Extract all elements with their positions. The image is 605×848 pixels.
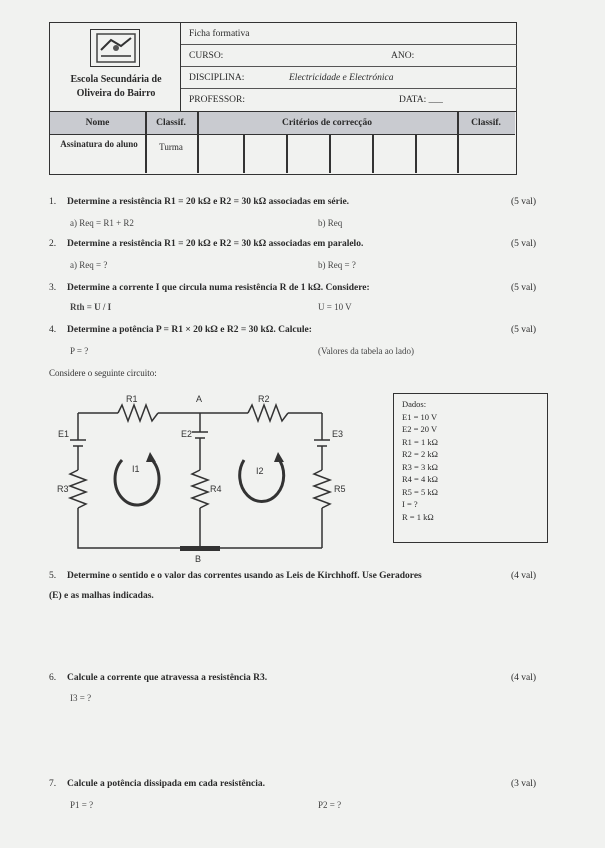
question-5-points: (4 val)	[511, 571, 537, 581]
label-mesh-2: I2	[256, 466, 264, 476]
label-e2: E2	[181, 429, 193, 439]
data-line: R4 = 4 kΩ	[402, 474, 438, 484]
data-box	[393, 393, 548, 543]
resistor-r2	[248, 405, 288, 421]
info-date-label: DATA: ___	[399, 95, 443, 105]
label-mesh-1: I1	[132, 464, 140, 474]
question-7-points: (3 val)	[511, 779, 537, 789]
battery-e2	[192, 432, 208, 438]
resistor-r4	[192, 470, 208, 508]
question-4-text: Determine a potência P = R1 × 20 kΩ e R2 = 30 kΩ. Calcule:	[67, 325, 312, 335]
ground-bar	[180, 546, 220, 551]
info-subject-value: Electricidade e Electrónica	[289, 73, 394, 83]
resistor-r1	[118, 405, 158, 421]
info-title: Ficha formativa	[189, 29, 250, 39]
mesh-2-arrowhead	[274, 452, 284, 462]
question-2-sub-a: a) Req = ?	[70, 260, 108, 270]
label-e3: E3	[332, 429, 344, 439]
col-class: Classif.	[156, 118, 186, 128]
question-5-number: 5.	[49, 571, 57, 581]
label-r5: R5	[334, 484, 346, 494]
data-line: E2 = 20 V	[402, 424, 438, 434]
question-5-text-line2: (E) e as malhas indicadas.	[49, 591, 154, 601]
question-2-text: Determine a resistência R1 = 20 kΩ e R2 = 30 kΩ associadas em paralelo.	[67, 239, 364, 249]
question-3-sub-a: Rth = U / I	[70, 302, 112, 312]
question-7-number: 7.	[49, 779, 57, 789]
data-line: E1 = 10 V	[402, 411, 438, 422]
question-1-sub-b: b) Req	[318, 218, 343, 228]
question-6-points: (4 val)	[511, 673, 537, 683]
mesh-2-arrow	[240, 458, 284, 501]
label-e1: E1	[58, 429, 70, 439]
info-course-label: CURSO:	[189, 51, 224, 61]
question-1-text: Determine a resistência R1 = 20 kΩ e R2 = 30 kΩ associadas em série.	[67, 197, 350, 207]
battery-e3	[314, 440, 330, 446]
question-5-text: Determine o sentido e o valor das correntes usando as Leis de Kirchhoff. Use Geradores	[67, 571, 422, 581]
question-7-sub-a: P1 = ?	[70, 800, 94, 810]
question-7-text: Calcule a potência dissipada em cada resistência.	[67, 779, 266, 789]
data-line: R = 1 kΩ	[402, 511, 434, 522]
question-1-sub-a: a) Req = R1 + R2	[70, 218, 134, 228]
question-2-number: 2.	[49, 239, 57, 249]
question-4-number: 4.	[49, 325, 57, 335]
question-3-points: (5 val)	[511, 283, 537, 293]
question-3-text: Determine a corrente I que circula numa resistência R de 1 kΩ. Considere:	[67, 283, 370, 293]
label-r4: R4	[210, 484, 222, 494]
battery-e1	[70, 440, 86, 446]
school-name-line1: Escola Secundária de	[70, 74, 162, 85]
label-r3: R3	[57, 484, 69, 494]
info-teacher-label: PROFESSOR:	[189, 95, 245, 105]
name-cell: Assinatura do aluno	[60, 139, 138, 149]
col-grade: Classif.	[471, 118, 501, 128]
data-line: R3 = 3 kΩ	[402, 461, 438, 472]
resistor-r3	[70, 470, 86, 508]
col-name: Nome	[85, 118, 110, 128]
question-6-number: 6.	[49, 673, 57, 683]
question-7-sub-b: P2 = ?	[318, 800, 342, 810]
data-line: R5 = 5 kΩ	[402, 486, 438, 497]
question-1-points: (5 val)	[511, 197, 537, 207]
class-cell: Turma	[159, 142, 183, 152]
question-4-sub-a: P = ?	[70, 346, 89, 356]
school-name-line2: Oliveira do Bairro	[76, 88, 156, 99]
question-1-number: 1.	[49, 197, 57, 207]
question-4-sub-b: (Valores da tabela ao lado)	[318, 346, 414, 356]
question-4-points: (5 val)	[511, 325, 537, 335]
question-6-sub: I3 = ?	[70, 693, 92, 703]
label-node-b: B	[195, 554, 202, 564]
label-r1: R1	[126, 394, 138, 404]
label-r2: R2	[258, 394, 270, 404]
label-node-a: A	[196, 394, 203, 404]
resistor-r5	[314, 470, 330, 508]
mesh-1-arrowhead	[146, 452, 156, 462]
data-box-title: Dados:	[402, 399, 427, 409]
question-3-number: 3.	[49, 283, 57, 293]
question-6-text: Calcule a corrente que atravessa a resistência R3.	[67, 673, 268, 683]
question-2-sub-b: b) Req = ?	[318, 260, 356, 270]
info-subject-label: DISCIPLINA:	[189, 73, 245, 83]
data-line: I = ?	[402, 499, 418, 509]
info-year-label: ANO:	[391, 51, 415, 61]
col-criteria: Critérios de correcção	[281, 118, 373, 128]
circuit-caption: Considere o seguinte circuito:	[49, 368, 157, 378]
question-2-points: (5 val)	[511, 239, 537, 249]
data-line: R1 = 1 kΩ	[402, 436, 438, 447]
data-line: R2 = 2 kΩ	[402, 449, 438, 459]
question-3-sub-b: U = 10 V	[318, 302, 352, 312]
